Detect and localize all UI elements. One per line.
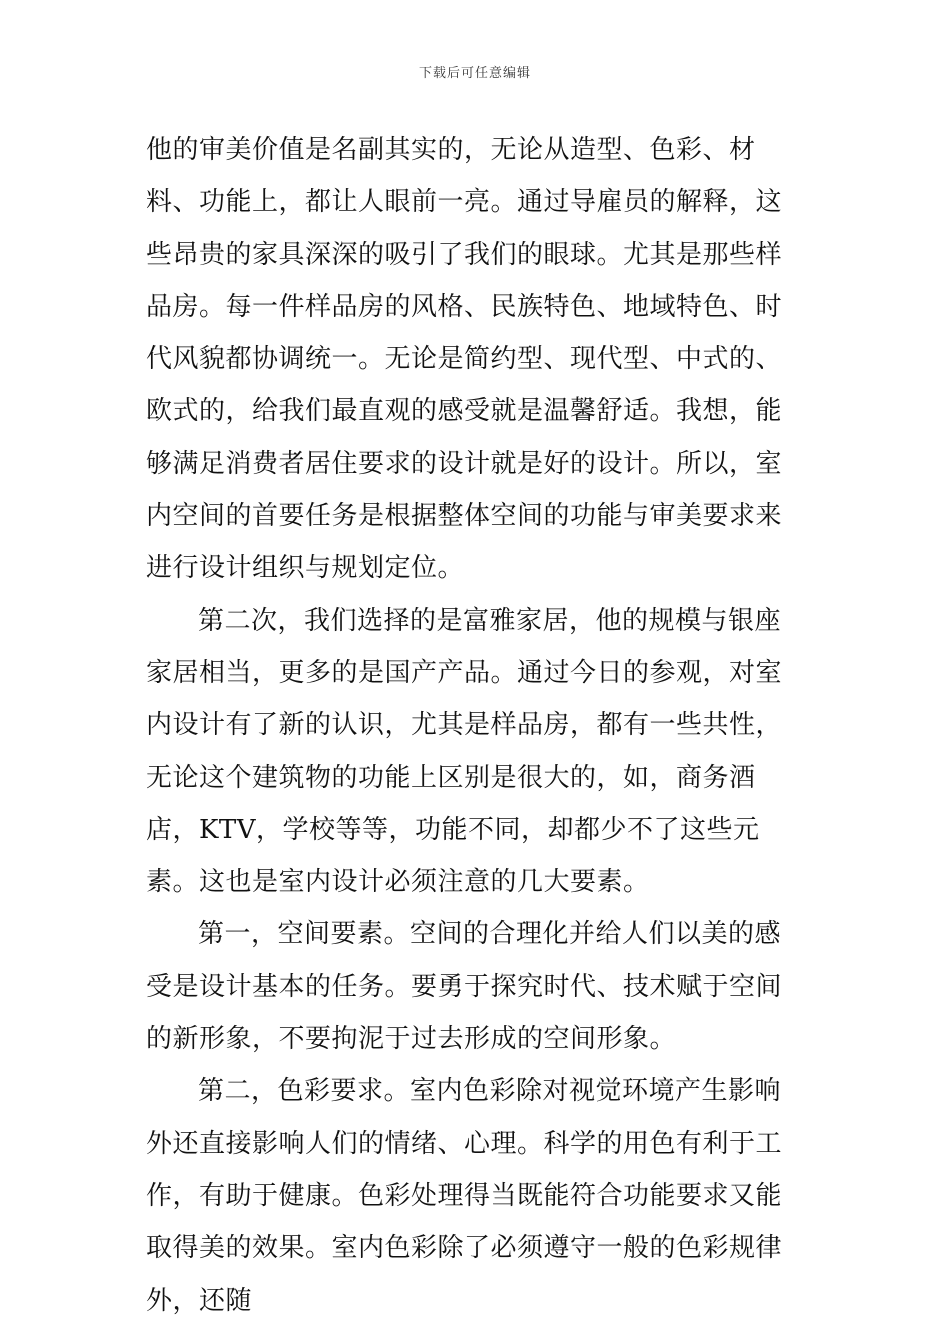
paragraph-3: 第一，空间要素。空间的合理化并给人们以美的感受是设计基本的任务。要勇于探究时代、技术赋于空间的新形象，不要拘泥于过去形成的空间形象。 (146, 919, 783, 1055)
body-text (146, 124, 806, 1327)
page-header: 下载后可任意编辑 (418, 66, 531, 81)
paragraph-1: 他的审美价值是名副其实的，无论从造型、色彩、材料、功能上，都让人眼前一亮。通过导雇员的解释，这些昂贵的家具深深的吸引了我们的眼球。尤其是那些样品房。每一件样品房的风格、民族特色、地域特色、时代风貌都协调统一。无论是简约型、现代型、中式的、欧式的，给我们最直观的感受就是温馨舒适。我想，能够满足消费者居住要求的设计就是好的设计。所以，室内空间的首要任务是根据整体空间的功能与审美要求来进行设计组织与规划定位。 (146, 135, 783, 584)
paragraph-2: 第二次，我们选择的是富雅家居，他的规模与银座家居相当，更多的是国产产品。通过今日的参观，对室内设计有了新的认识，尤其是样品房，都有一些共性，无论这个建筑物的功能上区别是很大的，如，商务酒店，KTV，学校等等，功能不同，却都少不了这些元素。这也是室内设计必须注意的几大要素。 (146, 605, 783, 898)
paragraph-4: 第二，色彩要求。室内色彩除对视觉环境产生影响外还直接影响人们的情绪、心理。科学的用色有利于工作，有助于健康。色彩处理得当既能符合功能要求又能取得美的效果。室内色彩除了必须遵守一般的色彩规律外，还随 (146, 1076, 783, 1316)
